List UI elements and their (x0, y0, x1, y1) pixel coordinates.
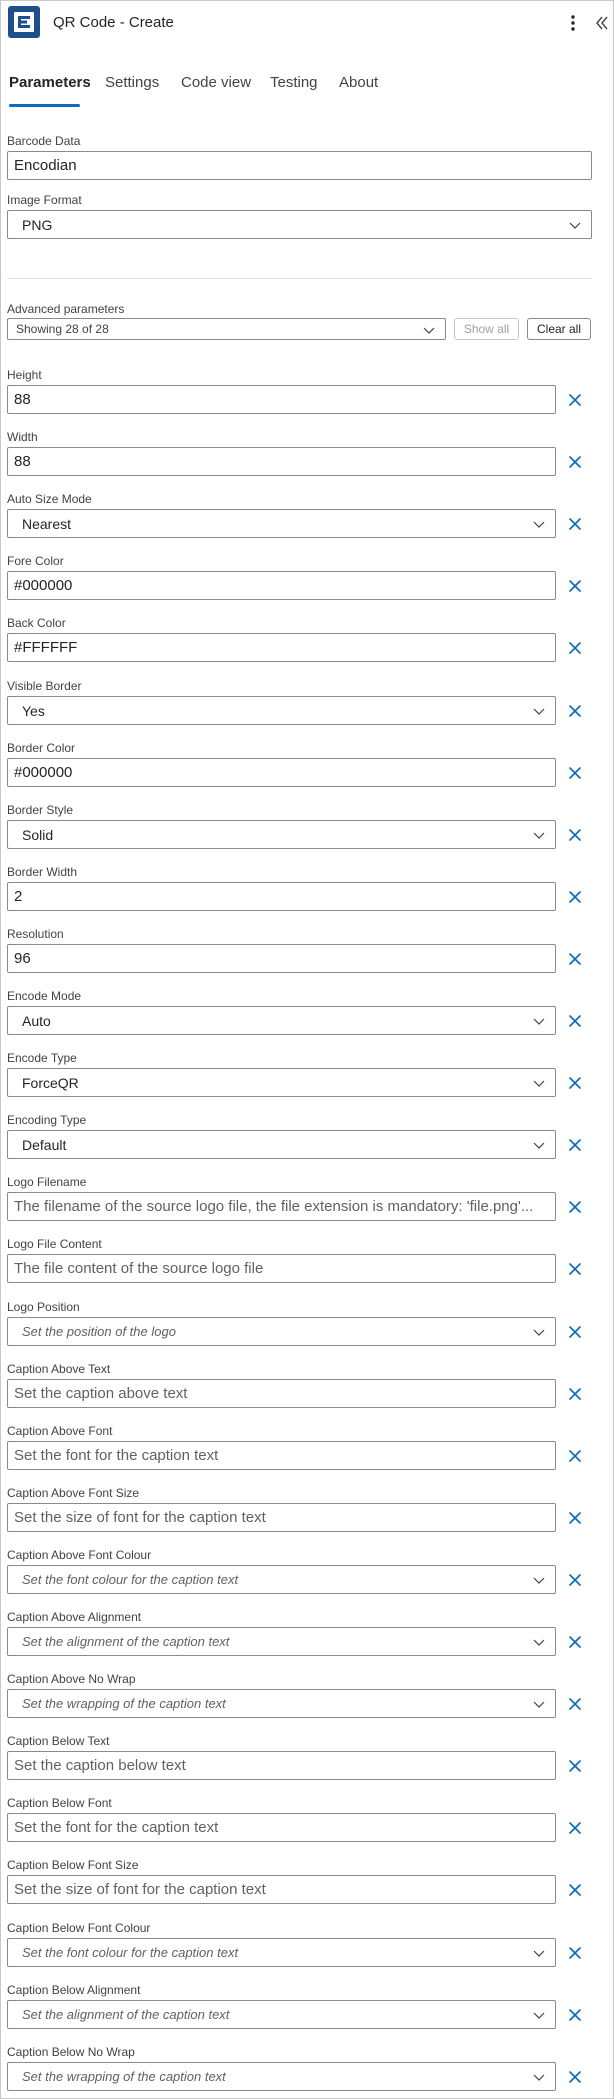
height-input[interactable]: 88 (7, 385, 556, 414)
chevron-down-icon (533, 519, 545, 529)
caption-below-font-size-input[interactable]: Set the size of font for the caption text (7, 1875, 556, 1904)
collapse-panel-icon[interactable] (594, 12, 610, 34)
fore-color-label: Fore Color (7, 554, 64, 568)
caption-below-alignment-label: Caption Below Alignment (7, 1983, 141, 1997)
caption-above-font-colour-value: Set the font colour for the caption text (22, 1572, 239, 1587)
image-format-label: Image Format (7, 193, 82, 207)
remove-x-icon (568, 890, 582, 904)
active-tab-indicator (9, 104, 80, 107)
caption-below-no-wrap-label: Caption Below No Wrap (7, 2045, 135, 2059)
remove-x-icon (568, 1138, 582, 1152)
remove-x-icon (568, 1325, 582, 1339)
auto-size-mode-label: Auto Size Mode (7, 492, 92, 506)
remove-x-icon (568, 2070, 582, 2084)
clear-all-button[interactable]: Clear all (527, 318, 591, 340)
encoding-type-value: Default (22, 1136, 67, 1153)
remove-caption-below-font-colour-button[interactable] (568, 1946, 582, 1960)
remove-x-icon (568, 1573, 582, 1587)
caption-above-font-colour-select[interactable] (7, 1565, 556, 1594)
width-input[interactable]: 88 (7, 447, 556, 476)
height-label: Height (7, 368, 42, 382)
caption-above-alignment-label: Caption Above Alignment (7, 1610, 142, 1624)
caption-below-alignment-select[interactable] (7, 2000, 556, 2029)
chevron-down-icon (533, 830, 545, 840)
encode-type-value: ForceQR (22, 1074, 79, 1091)
remove-caption-below-font-button[interactable] (568, 1821, 582, 1835)
caption-above-no-wrap-value: Set the wrapping of the caption text (22, 1696, 226, 1711)
more-options-icon[interactable] (565, 12, 581, 34)
border-width-label: Border Width (7, 865, 78, 879)
chevron-down-icon (533, 1016, 545, 1026)
remove-x-icon (568, 1200, 582, 1214)
tab-bar (0, 74, 614, 108)
remove-x-icon (568, 1076, 582, 1090)
resolution-label: Resolution (7, 927, 64, 941)
remove-caption-below-font-size-button[interactable] (568, 1883, 582, 1897)
resolution-input[interactable]: 96 (7, 944, 556, 973)
remove-x-icon (568, 1697, 582, 1711)
remove-auto-size-mode-button[interactable] (568, 517, 582, 531)
encode-type-label: Encode Type (7, 1051, 77, 1065)
back-color-label: Back Color (7, 616, 66, 630)
encoding-type-label: Encoding Type (7, 1113, 87, 1127)
caption-below-text-label: Caption Below Text (7, 1734, 110, 1748)
remove-x-icon (568, 579, 582, 593)
encode-mode-label: Encode Mode (7, 989, 82, 1003)
caption-below-text-input[interactable]: Set the caption below text (7, 1751, 556, 1780)
logo-filename-input[interactable]: The filename of the source logo file, the file extension is mandatory: 'file.png'... (7, 1192, 556, 1221)
section-divider (7, 278, 591, 279)
back-color-input[interactable]: #FFFFFF (7, 633, 556, 662)
remove-x-icon (568, 1883, 582, 1897)
border-style-select[interactable] (7, 820, 556, 849)
remove-x-icon (568, 641, 582, 655)
visible-border-label: Visible Border (7, 679, 82, 693)
remove-logo-filename-button[interactable] (568, 1200, 582, 1214)
advanced-parameters-label: Advanced parameters (7, 302, 125, 316)
remove-x-icon (568, 1014, 582, 1028)
caption-above-no-wrap-label: Caption Above No Wrap (7, 1672, 136, 1686)
chevron-down-icon (533, 1078, 545, 1088)
remove-x-icon (568, 1387, 582, 1401)
caption-above-text-label: Caption Above Text (7, 1362, 111, 1376)
chevron-down-icon (533, 1575, 545, 1585)
visible-border-select[interactable] (7, 696, 556, 725)
tab-settings[interactable]: Settings (105, 74, 160, 91)
remove-border-color-button[interactable] (568, 766, 582, 780)
chevron-down-icon (533, 706, 545, 716)
caption-below-no-wrap-value: Set the wrapping of the caption text (22, 2069, 226, 2084)
barcode-data-label: Barcode Data (7, 134, 81, 148)
remove-x-icon (568, 455, 582, 469)
caption-above-alignment-select[interactable] (7, 1627, 556, 1656)
logo-position-label: Logo Position (7, 1300, 80, 1314)
encode-mode-select[interactable] (7, 1006, 556, 1035)
remove-x-icon (568, 1821, 582, 1835)
remove-x-icon (568, 1449, 582, 1463)
image-format-value: PNG (22, 216, 53, 233)
logo-filename-label: Logo Filename (7, 1175, 87, 1189)
chevron-down-icon (533, 1948, 545, 1958)
remove-x-icon (568, 2008, 582, 2022)
chevron-down-icon (533, 2072, 545, 2082)
caption-below-font-colour-label: Caption Below Font Colour (7, 1921, 151, 1935)
width-label: Width (7, 430, 38, 444)
remove-caption-above-no-wrap-button[interactable] (568, 1697, 582, 1711)
remove-fore-color-button[interactable] (568, 579, 582, 593)
panel-header (0, 0, 614, 48)
remove-x-icon (568, 1635, 582, 1649)
caption-below-alignment-value: Set the alignment of the caption text (22, 2007, 230, 2022)
remove-x-icon (568, 952, 582, 966)
remove-x-icon (568, 828, 582, 842)
remove-caption-above-alignment-button[interactable] (568, 1635, 582, 1649)
caption-above-alignment-value: Set the alignment of the caption text (22, 1634, 230, 1649)
barcode-data-input[interactable]: Encodian (7, 151, 592, 180)
remove-x-icon (568, 1511, 582, 1525)
tab-testing[interactable]: Testing (270, 74, 318, 91)
remove-caption-below-alignment-button[interactable] (568, 2008, 582, 2022)
encode-mode-value: Auto (22, 1012, 51, 1029)
caption-above-font-colour-label: Caption Above Font Colour (7, 1548, 152, 1562)
advanced-parameters-select[interactable] (7, 318, 446, 340)
remove-x-icon (568, 1759, 582, 1773)
logo-file-content-label: Logo File Content (7, 1237, 102, 1251)
caption-above-font-size-label: Caption Above Font Size (7, 1486, 140, 1500)
border-style-label: Border Style (7, 803, 74, 817)
remove-caption-above-text-button[interactable] (568, 1387, 582, 1401)
caption-above-font-label: Caption Above Font (7, 1424, 113, 1438)
auto-size-mode-value: Nearest (22, 515, 72, 532)
remove-border-width-button[interactable] (568, 890, 582, 904)
remove-width-button[interactable] (568, 455, 582, 469)
remove-visible-border-button[interactable] (568, 704, 582, 718)
remove-x-icon (568, 704, 582, 718)
logo-file-content-input[interactable]: The file content of the source logo file (7, 1254, 556, 1283)
caption-above-font-input[interactable]: Set the font for the caption text (7, 1441, 556, 1470)
page-title: QR Code - Create (53, 14, 174, 31)
border-color-label: Border Color (7, 741, 76, 755)
remove-x-icon (568, 766, 582, 780)
remove-x-icon (568, 1946, 582, 1960)
chevron-down-icon (533, 1699, 545, 1709)
caption-below-font-colour-select[interactable] (7, 1938, 556, 1967)
remove-logo-position-button[interactable] (568, 1325, 582, 1339)
remove-x-icon (568, 517, 582, 531)
remove-height-button[interactable] (568, 393, 582, 407)
advanced-parameters-value: Showing 28 of 28 (16, 322, 109, 336)
remove-caption-above-font-size-button[interactable] (568, 1511, 582, 1525)
remove-resolution-button[interactable] (568, 952, 582, 966)
remove-caption-above-font-button[interactable] (568, 1449, 582, 1463)
remove-encode-mode-button[interactable] (568, 1014, 582, 1028)
logo-position-select[interactable] (7, 1317, 556, 1346)
border-color-input[interactable]: #000000 (7, 758, 556, 787)
caption-below-no-wrap-select[interactable] (7, 2062, 556, 2091)
tab-parameters[interactable]: Parameters (9, 74, 91, 91)
remove-logo-file-content-button[interactable] (568, 1262, 582, 1276)
chevron-down-icon (533, 1327, 545, 1337)
visible-border-value: Yes (22, 702, 45, 719)
image-format-select[interactable] (7, 210, 592, 239)
remove-caption-below-text-button[interactable] (568, 1759, 582, 1773)
caption-below-font-size-label: Caption Below Font Size (7, 1858, 139, 1872)
auto-size-mode-select[interactable] (7, 509, 556, 538)
tab-about[interactable]: About (339, 74, 379, 91)
remove-x-icon (568, 1262, 582, 1276)
border-width-input[interactable]: 2 (7, 882, 556, 911)
chevron-down-icon (533, 2010, 545, 2020)
remove-caption-below-no-wrap-button[interactable] (568, 2070, 582, 2084)
caption-below-font-input[interactable]: Set the font for the caption text (7, 1813, 556, 1842)
caption-below-font-label: Caption Below Font (7, 1796, 112, 1810)
show-all-button[interactable]: Show all (454, 318, 519, 340)
remove-back-color-button[interactable] (568, 641, 582, 655)
remove-caption-above-font-colour-button[interactable] (568, 1573, 582, 1587)
fore-color-input[interactable]: #000000 (7, 571, 556, 600)
encode-type-select[interactable] (7, 1068, 556, 1097)
chevron-down-icon (423, 325, 435, 335)
caption-below-font-colour-value: Set the font colour for the caption text (22, 1945, 239, 1960)
caption-above-text-input[interactable]: Set the caption above text (7, 1379, 556, 1408)
remove-encoding-type-button[interactable] (568, 1138, 582, 1152)
caption-above-font-size-input[interactable]: Set the size of font for the caption text (7, 1503, 556, 1532)
chevron-down-icon (533, 1637, 545, 1647)
remove-x-icon (568, 393, 582, 407)
chevron-down-icon (569, 220, 581, 230)
encoding-type-select[interactable] (7, 1130, 556, 1159)
remove-border-style-button[interactable] (568, 828, 582, 842)
border-style-value: Solid (22, 826, 54, 843)
chevron-down-icon (533, 1140, 545, 1150)
logo-position-value: Set the position of the logo (22, 1324, 176, 1339)
caption-above-no-wrap-select[interactable] (7, 1689, 556, 1718)
app-logo-icon (8, 6, 40, 38)
tab-code-view[interactable]: Code view (181, 74, 252, 91)
remove-encode-type-button[interactable] (568, 1076, 582, 1090)
